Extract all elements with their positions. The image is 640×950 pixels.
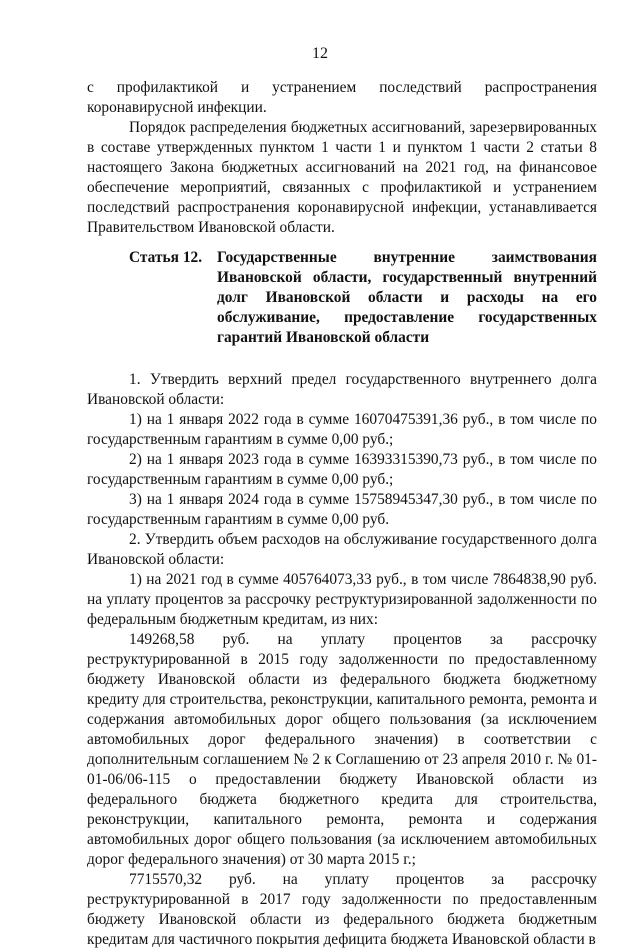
- paragraph: Порядок распределения бюджетных ассигнований, зарезервированных в составе утвержденных пунктом 1 части 1 и пунктом 1 части 2 статьи 8 настоящего Закона бюджетных ассигнований на 2021 год, на финансовое обеспечение мероприятий, связанных с профилактикой и устранением последствий распространения коронавирусной инфекции, устанавливается Правительством Ивановской области.: [87, 119, 597, 236]
- page-number: 12: [312, 45, 328, 62]
- paragraph: 1) на 1 января 2022 года в сумме 16070475391,36 руб., в том числе по государственным гарантиям в сумме 0,00 руб.;: [87, 411, 597, 448]
- paragraph: 149268,58 руб. на уплату процентов за рассрочку реструктурированной в 2015 году задолженности по предоставленному бюджету Ивановской области из федерального бюджета бюджетному кредиту для строительства, реконструкции, капитального ремонта, ремонта и содержания автомобильных дорог общего пользования (за исключением автомобильных дорог федерального значения) в соответствии с дополнительным соглашением № 2 к Соглашению от 23 апреля 2010 г. № 01-01-06/06-115 о предоставлении бюджету Ивановской области из федерального бюджета бюджетного кредита для строительства, реконструкции, капитального ремонта, ремонта и содержания автомобильных дорог общего пользования (за исключением автомобильных дорог федерального значения) от 30 марта 2015 г.;: [87, 631, 597, 868]
- paragraph: 7715570,32 руб. на уплату процентов за рассрочку реструктурированной в 2017 году задолженности по предоставленным бюджету Ивановской области из федерального бюджета бюджетным кредитам для частичного покрытия дефицита бюджета Ивановской области в: [87, 871, 597, 948]
- document-body: [87, 78, 597, 950]
- paragraph: 2) на 1 января 2023 года в сумме 16393315390,73 руб., в том числе по государственным гарантиям в сумме 0,00 руб.;: [87, 451, 597, 488]
- paragraph: 1. Утвердить верхний предел государственного внутреннего долга Ивановской области:: [87, 371, 597, 408]
- article-heading: [87, 248, 597, 348]
- paragraph: 2. Утвердить объем расходов на обслуживание государственного долга Ивановской области:: [87, 531, 597, 568]
- article-number: Статья 12.: [129, 249, 203, 266]
- article-title: Государственные внутренние заимствования Ивановской области, государственный внутренний долг Ивановской области и расходы на его обслуживание, предоставление государственных гарантий Ивановской области: [217, 249, 597, 346]
- paragraph: 3) на 1 января 2024 года в сумме 15758945347,30 руб., в том числе по государственным гарантиям в сумме 0,00 руб.: [87, 491, 597, 528]
- paragraph: 1) на 2021 год в сумме 405764073,33 руб., в том числе 7864838,90 руб. на уплату процентов за рассрочку реструктуризированной задолженности по федеральным бюджетным кредитам, из них:: [87, 571, 597, 628]
- paragraph: с профилактикой и устранением последствий распространения коронавирусной инфекции.: [87, 79, 597, 116]
